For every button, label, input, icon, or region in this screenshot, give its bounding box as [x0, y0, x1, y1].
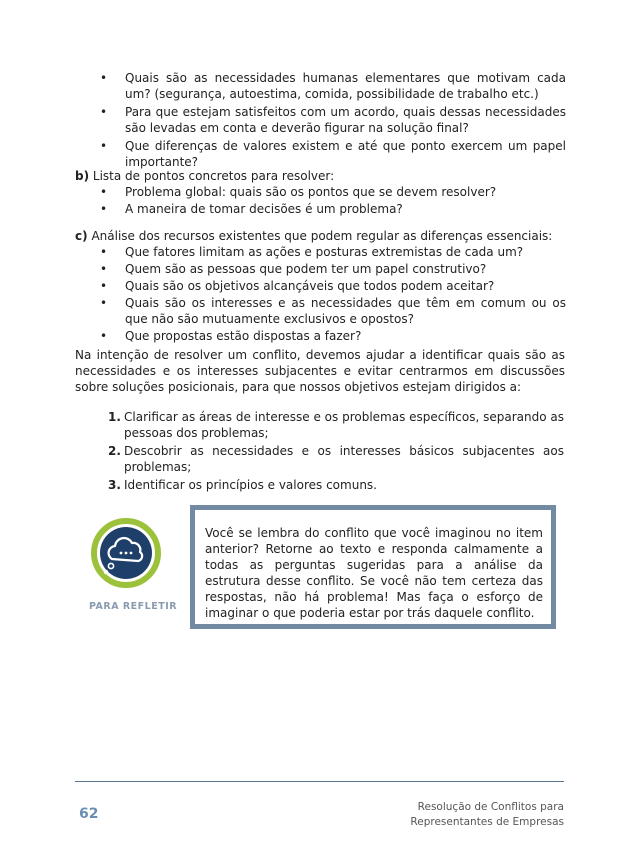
thought-cloud-icon [90, 517, 162, 589]
list-item: • Quais são os objetivos alcançáveis que todos podem aceitar? [100, 278, 566, 294]
list-item: • Que fatores limitam as ações e posturas extremistas de cada um? [100, 244, 566, 260]
list-item [108, 443, 564, 475]
list-item: • A maneira de tomar decisões é um problema? [100, 201, 566, 217]
list-item [108, 409, 564, 441]
item-number: 3. [108, 478, 121, 492]
section-b-heading [75, 168, 565, 184]
section-b-bullet-list [100, 184, 566, 217]
list-item: • Quem são as pessoas que podem ter um papel construtivo? [100, 261, 566, 277]
list-item: • Que diferenças de valores existem e até que ponto exercem um papel importante? [100, 138, 566, 170]
reflect-label: PARA REFLETIR [88, 601, 178, 612]
section-marker: b) [75, 169, 90, 183]
footer-title-line: Resolução de Conflitos para [417, 801, 564, 813]
section-title: Lista de pontos concretos para resolver: [92, 169, 335, 183]
footer-divider [75, 781, 564, 782]
section-c-bullet-list [100, 244, 566, 344]
page-number: 62 [79, 806, 99, 822]
list-item: • Que propostas estão dispostas a fazer? [100, 328, 566, 344]
section-title: Análise dos recursos existentes que podem regular as diferenças essenciais: [91, 229, 553, 243]
item-text: Descobrir as necessidades e os interesses básicos subjacentes aos problemas; [124, 444, 564, 474]
item-text: Identificar os princípios e valores comuns. [124, 478, 377, 492]
section-a-bullet-list [100, 70, 566, 170]
item-number: 1. [108, 410, 121, 424]
list-item: • Problema global: quais são os pontos que se devem resolver? [100, 184, 566, 200]
list-item: • Para que estejam satisfeitos com um acordo, quais dessas necessidades são levadas em conta e deverão figurar na solução final? [100, 104, 566, 136]
section-c-heading [75, 228, 565, 244]
list-item [108, 477, 564, 493]
reflect-text: Você se lembra do conflito que você imaginou no item anterior? Retorne ao texto e responda calmamente a todas as perguntas sugeridas para a análise da estrutura desse conflito. Se você não tem certeza das respostas, não há problema! Mas faça o esforço de imaginar o que poderia estar por trás daquele conflito. [205, 526, 543, 620]
list-item: • Quais são as necessidades humanas elementares que motivam cada um? (segurança, autoestima, comida, possibilidade de trabalho etc.) [100, 70, 566, 102]
list-item: • Quais são os interesses e as necessidades que têm em comum ou os que não são mutuamente exclusivos e opostos? [100, 295, 566, 327]
item-number: 2. [108, 444, 121, 458]
numbered-list [108, 409, 564, 493]
footer-title [410, 800, 564, 830]
item-text: Clarificar as áreas de interesse e os problemas específicos, separando as pessoas dos problemas; [124, 410, 564, 440]
body-paragraph: Na intenção de resolver um conflito, devemos ajudar a identificar quais são as necessidades e os interesses subjacentes e evitar centrarmos em discussões sobre soluções posicionais, para que nossos objetivos estejam dirigidos a: [75, 348, 565, 394]
footer-title-line: Representantes de Empresas [410, 816, 564, 828]
section-marker: c) [75, 229, 88, 243]
